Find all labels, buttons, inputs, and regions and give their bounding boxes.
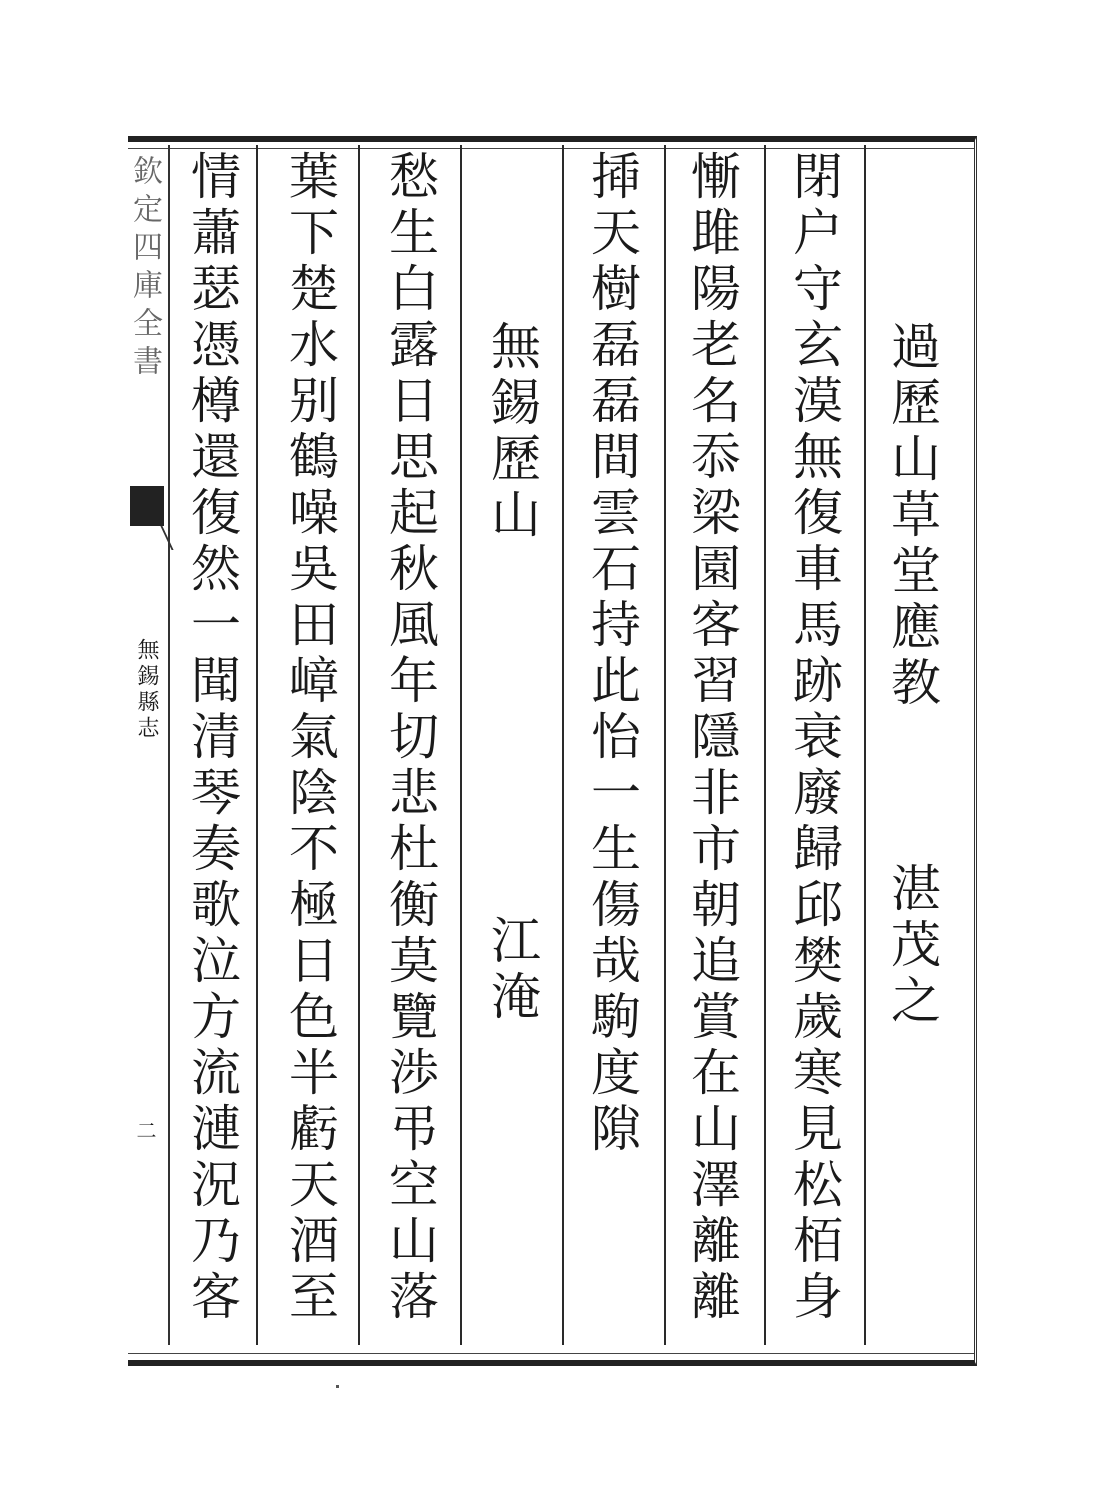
verse-text: 葉下楚水别鶴噪吳田嶂氣陰不極日色半虧天酒至 (281, 150, 339, 1326)
text-column (778, 150, 850, 1340)
margin-book-title: 無錫縣志 (134, 638, 159, 742)
text-column (676, 150, 748, 1340)
poem-author: 湛茂之 (883, 862, 941, 1030)
text-column (176, 150, 248, 1340)
text-column (576, 150, 648, 1340)
verse-text: 慚雎陽老名忝梁園客習隱非市朝追賞在山澤離離 (683, 150, 741, 1326)
verse-text: 閉户守玄漠無復車馬跡衰廢歸邱樊歲寒見松栢身 (785, 150, 843, 1326)
margin-header-text: 欽定四庫全書 (127, 155, 162, 383)
verse-text: 情蕭瑟憑樽還復然一聞清琴奏歌泣方流漣況乃客 (183, 150, 241, 1326)
fishtail-mark (130, 486, 164, 526)
verse-text: 愁生白露日思起秋風年切悲杜衡莫覽渉弔空山落 (381, 150, 439, 1326)
poem-title-column (476, 150, 548, 1340)
column-divider (358, 145, 360, 1345)
poem-title-column (876, 150, 948, 1340)
column-divider (864, 145, 866, 1345)
text-column (374, 150, 446, 1340)
poem-title: 過歷山草堂應教 (883, 320, 941, 712)
column-divider (764, 145, 766, 1345)
poem-title: 無錫歷山 (483, 320, 541, 544)
column-divider (562, 145, 564, 1345)
ink-speck (336, 1385, 339, 1388)
column-divider (460, 145, 462, 1345)
column-divider (256, 145, 258, 1345)
margin-page-number: 二 (133, 1120, 157, 1140)
poem-author: 江淹 (483, 914, 541, 1026)
verse-text: 揷天樹磊磊間雲石持此怡一生傷哉駒度隙 (583, 150, 641, 1158)
column-divider (664, 145, 666, 1345)
text-column (274, 150, 346, 1340)
